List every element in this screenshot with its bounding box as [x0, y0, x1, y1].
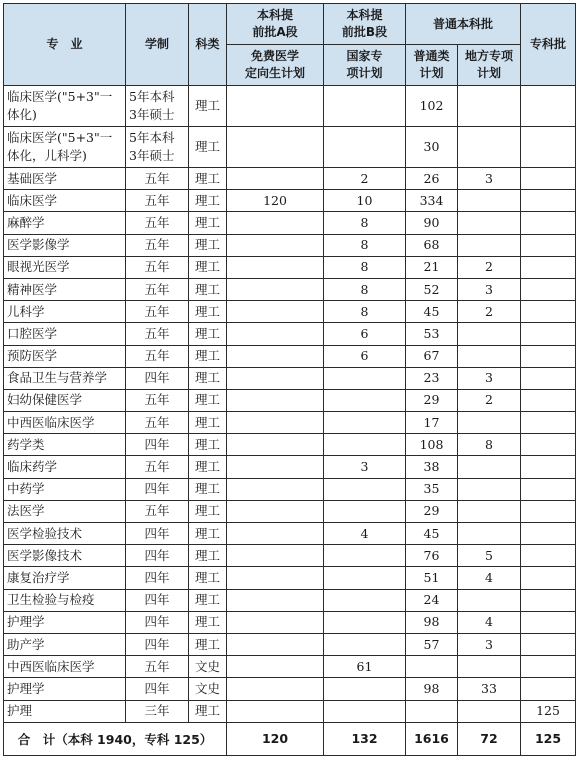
cell-free-medical: [227, 345, 324, 367]
cell-duration: 5年本科 3年硕士: [126, 127, 189, 168]
cell-national-special: [324, 127, 406, 168]
cell-major: 护理学: [4, 678, 126, 700]
header-group-a: 本科提 前批A段: [227, 4, 324, 45]
cell-free-medical: [227, 412, 324, 434]
cell-duration: 四年: [126, 523, 189, 545]
cell-major: 药学类: [4, 434, 126, 456]
cell-major: 中西医临床医学: [4, 412, 126, 434]
header-specialty: 专科批: [521, 4, 576, 86]
table-footer: [4, 722, 576, 755]
cell-duration: 四年: [126, 478, 189, 500]
cell-national-special: [324, 545, 406, 567]
cell-duration: 五年: [126, 278, 189, 300]
cell-normal-plan: 24: [406, 589, 458, 611]
cell-specialty: [521, 523, 576, 545]
table-row: [4, 589, 576, 611]
cell-major: 医学影像学: [4, 234, 126, 256]
table-row: [4, 323, 576, 345]
cell-local-special: [458, 478, 521, 500]
cell-free-medical: [227, 323, 324, 345]
cell-local-special: [458, 700, 521, 722]
cell-major: 临床药学: [4, 456, 126, 478]
cell-specialty: [521, 500, 576, 522]
cell-major: 精神医学: [4, 278, 126, 300]
enrollment-plan-table: [3, 3, 576, 756]
cell-major: 食品卫生与营养学: [4, 367, 126, 389]
cell-category: 理工: [189, 611, 227, 633]
cell-specialty: [521, 127, 576, 168]
header-major: 专 业: [4, 4, 126, 86]
cell-specialty: [521, 611, 576, 633]
cell-national-special: [324, 633, 406, 655]
cell-duration: 四年: [126, 611, 189, 633]
table-row: [4, 412, 576, 434]
cell-specialty: [521, 412, 576, 434]
cell-category: 理工: [189, 86, 227, 127]
cell-specialty: [521, 190, 576, 212]
cell-free-medical: [227, 389, 324, 411]
cell-national-special: 8: [324, 212, 406, 234]
cell-category: 理工: [189, 545, 227, 567]
cell-normal-plan: 98: [406, 611, 458, 633]
table-header: [4, 4, 576, 86]
cell-national-special: 8: [324, 278, 406, 300]
cell-national-special: [324, 478, 406, 500]
table-row: [4, 700, 576, 722]
cell-duration: 五年: [126, 323, 189, 345]
cell-duration: 五年: [126, 345, 189, 367]
table-row: [4, 367, 576, 389]
cell-duration: 五年: [126, 389, 189, 411]
cell-specialty: [521, 345, 576, 367]
cell-category: 理工: [189, 589, 227, 611]
cell-major: 中西医临床医学: [4, 656, 126, 678]
header-sub-normal: 普通类 计划: [406, 45, 458, 86]
header-sub-local: 地方专项 计划: [458, 45, 521, 86]
cell-specialty: [521, 456, 576, 478]
cell-category: 理工: [189, 168, 227, 190]
cell-free-medical: [227, 700, 324, 722]
cell-category: 文史: [189, 656, 227, 678]
cell-normal-plan: [406, 700, 458, 722]
cell-category: 理工: [189, 567, 227, 589]
table-row: [4, 545, 576, 567]
cell-national-special: [324, 367, 406, 389]
cell-category: 理工: [189, 256, 227, 278]
cell-normal-plan: [406, 656, 458, 678]
cell-duration: 五年: [126, 190, 189, 212]
cell-free-medical: [227, 545, 324, 567]
cell-free-medical: [227, 168, 324, 190]
cell-category: 理工: [189, 700, 227, 722]
cell-major: 眼视光医学: [4, 256, 126, 278]
cell-local-special: 2: [458, 301, 521, 323]
cell-national-special: 2: [324, 168, 406, 190]
cell-major: 临床医学: [4, 190, 126, 212]
cell-duration: 五年: [126, 256, 189, 278]
table-row: [4, 278, 576, 300]
cell-category: 理工: [189, 127, 227, 168]
cell-duration: 四年: [126, 545, 189, 567]
cell-major: 康复治疗学: [4, 567, 126, 589]
cell-national-special: 61: [324, 656, 406, 678]
cell-specialty: 125: [521, 700, 576, 722]
cell-normal-plan: 30: [406, 127, 458, 168]
cell-category: 理工: [189, 301, 227, 323]
cell-category: 理工: [189, 523, 227, 545]
cell-category: 理工: [189, 323, 227, 345]
cell-national-special: 8: [324, 301, 406, 323]
table-row: [4, 633, 576, 655]
cell-normal-plan: 51: [406, 567, 458, 589]
cell-category: 理工: [189, 234, 227, 256]
cell-major: 医学影像技术: [4, 545, 126, 567]
cell-national-special: [324, 678, 406, 700]
cell-major: 护理学: [4, 611, 126, 633]
table-row: [4, 168, 576, 190]
cell-specialty: [521, 323, 576, 345]
cell-local-special: 8: [458, 434, 521, 456]
cell-major: 中药学: [4, 478, 126, 500]
cell-national-special: [324, 434, 406, 456]
cell-national-special: 6: [324, 323, 406, 345]
cell-local-special: 4: [458, 611, 521, 633]
cell-free-medical: [227, 86, 324, 127]
cell-local-special: 33: [458, 678, 521, 700]
cell-category: 文史: [189, 678, 227, 700]
cell-national-special: [324, 700, 406, 722]
total-normal: 1616: [406, 722, 458, 755]
cell-duration: 四年: [126, 589, 189, 611]
cell-national-special: [324, 412, 406, 434]
cell-specialty: [521, 434, 576, 456]
table-row: [4, 190, 576, 212]
cell-local-special: [458, 190, 521, 212]
cell-category: 理工: [189, 212, 227, 234]
cell-free-medical: [227, 589, 324, 611]
cell-local-special: 3: [458, 633, 521, 655]
cell-normal-plan: 35: [406, 478, 458, 500]
cell-major: 口腔医学: [4, 323, 126, 345]
cell-free-medical: [227, 656, 324, 678]
cell-specialty: [521, 212, 576, 234]
cell-local-special: 3: [458, 367, 521, 389]
cell-specialty: [521, 478, 576, 500]
cell-national-special: [324, 500, 406, 522]
table-row: [4, 389, 576, 411]
cell-free-medical: 120: [227, 190, 324, 212]
table-row: [4, 86, 576, 127]
table-row: [4, 345, 576, 367]
cell-national-special: [324, 589, 406, 611]
table-row: [4, 478, 576, 500]
cell-local-special: 5: [458, 545, 521, 567]
cell-major: 预防医学: [4, 345, 126, 367]
cell-duration: 五年: [126, 168, 189, 190]
cell-national-special: [324, 86, 406, 127]
cell-free-medical: [227, 523, 324, 545]
table-row: [4, 234, 576, 256]
cell-free-medical: [227, 633, 324, 655]
table-row: [4, 611, 576, 633]
cell-normal-plan: 98: [406, 678, 458, 700]
cell-specialty: [521, 278, 576, 300]
header-duration: 学制: [126, 4, 189, 86]
cell-normal-plan: 29: [406, 500, 458, 522]
header-sub-a: 免费医学 定向生计划: [227, 45, 324, 86]
cell-category: 理工: [189, 434, 227, 456]
cell-national-special: [324, 389, 406, 411]
table-row: [4, 567, 576, 589]
cell-specialty: [521, 256, 576, 278]
cell-local-special: [458, 345, 521, 367]
cell-normal-plan: 76: [406, 545, 458, 567]
cell-major: 儿科学: [4, 301, 126, 323]
cell-normal-plan: 90: [406, 212, 458, 234]
cell-free-medical: [227, 127, 324, 168]
cell-duration: 三年: [126, 700, 189, 722]
cell-national-special: 3: [324, 456, 406, 478]
cell-duration: 四年: [126, 678, 189, 700]
cell-duration: 五年: [126, 301, 189, 323]
cell-free-medical: [227, 367, 324, 389]
total-a: 120: [227, 722, 324, 755]
cell-local-special: 4: [458, 567, 521, 589]
total-local: 72: [458, 722, 521, 755]
table-row: [4, 212, 576, 234]
cell-duration: 四年: [126, 567, 189, 589]
cell-normal-plan: 29: [406, 389, 458, 411]
table-row: [4, 434, 576, 456]
cell-free-medical: [227, 567, 324, 589]
enrollment-plan-table-container: [3, 3, 575, 756]
cell-normal-plan: 53: [406, 323, 458, 345]
cell-major: 临床医学("5+3"一体化，儿科学): [4, 127, 126, 168]
cell-duration: 四年: [126, 434, 189, 456]
cell-local-special: [458, 523, 521, 545]
cell-national-special: [324, 611, 406, 633]
cell-local-special: [458, 412, 521, 434]
cell-free-medical: [227, 278, 324, 300]
cell-duration: 五年: [126, 456, 189, 478]
cell-duration: 四年: [126, 633, 189, 655]
cell-normal-plan: 21: [406, 256, 458, 278]
header-group-b: 本科提 前批B段: [324, 4, 406, 45]
table-row: [4, 127, 576, 168]
cell-duration: 五年: [126, 656, 189, 678]
cell-local-special: 3: [458, 168, 521, 190]
cell-duration: 5年本科 3年硕士: [126, 86, 189, 127]
cell-specialty: [521, 633, 576, 655]
cell-normal-plan: 26: [406, 168, 458, 190]
cell-specialty: [521, 567, 576, 589]
total-b: 132: [324, 722, 406, 755]
cell-local-special: [458, 456, 521, 478]
cell-local-special: [458, 234, 521, 256]
table-row: [4, 500, 576, 522]
cell-major: 临床医学("5+3"一体化): [4, 86, 126, 127]
cell-national-special: 8: [324, 234, 406, 256]
cell-normal-plan: 108: [406, 434, 458, 456]
cell-category: 理工: [189, 367, 227, 389]
table-body: [4, 86, 576, 723]
cell-duration: 四年: [126, 367, 189, 389]
cell-free-medical: [227, 611, 324, 633]
cell-major: 护理: [4, 700, 126, 722]
cell-specialty: [521, 656, 576, 678]
cell-normal-plan: 102: [406, 86, 458, 127]
cell-free-medical: [227, 456, 324, 478]
cell-duration: 五年: [126, 234, 189, 256]
cell-local-special: [458, 589, 521, 611]
cell-normal-plan: 67: [406, 345, 458, 367]
cell-normal-plan: 68: [406, 234, 458, 256]
cell-national-special: [324, 567, 406, 589]
cell-specialty: [521, 168, 576, 190]
cell-normal-plan: 17: [406, 412, 458, 434]
cell-normal-plan: 38: [406, 456, 458, 478]
cell-category: 理工: [189, 456, 227, 478]
cell-category: 理工: [189, 389, 227, 411]
header-category: 科类: [189, 4, 227, 86]
cell-specialty: [521, 367, 576, 389]
cell-local-special: [458, 86, 521, 127]
cell-major: 卫生检验与检疫: [4, 589, 126, 611]
cell-specialty: [521, 389, 576, 411]
cell-major: 法医学: [4, 500, 126, 522]
table-row: [4, 456, 576, 478]
cell-local-special: [458, 323, 521, 345]
cell-local-special: 2: [458, 256, 521, 278]
cell-national-special: 10: [324, 190, 406, 212]
cell-major: 基础医学: [4, 168, 126, 190]
cell-local-special: 3: [458, 278, 521, 300]
table-row: [4, 656, 576, 678]
cell-normal-plan: 57: [406, 633, 458, 655]
cell-local-special: [458, 212, 521, 234]
cell-major: 麻醉学: [4, 212, 126, 234]
header-sub-b: 国家专 项计划: [324, 45, 406, 86]
cell-specialty: [521, 301, 576, 323]
cell-national-special: 6: [324, 345, 406, 367]
cell-national-special: 8: [324, 256, 406, 278]
table-row: [4, 523, 576, 545]
cell-local-special: [458, 127, 521, 168]
cell-specialty: [521, 589, 576, 611]
cell-specialty: [521, 234, 576, 256]
total-specialty: 125: [521, 722, 576, 755]
cell-normal-plan: 23: [406, 367, 458, 389]
cell-category: 理工: [189, 278, 227, 300]
cell-free-medical: [227, 212, 324, 234]
cell-category: 理工: [189, 500, 227, 522]
cell-free-medical: [227, 301, 324, 323]
cell-normal-plan: 52: [406, 278, 458, 300]
table-row: [4, 301, 576, 323]
header-group-normal: 普通本科批: [406, 4, 521, 45]
cell-normal-plan: 334: [406, 190, 458, 212]
cell-local-special: [458, 500, 521, 522]
cell-duration: 五年: [126, 500, 189, 522]
cell-category: 理工: [189, 633, 227, 655]
cell-category: 理工: [189, 412, 227, 434]
cell-category: 理工: [189, 345, 227, 367]
cell-major: 助产学: [4, 633, 126, 655]
cell-specialty: [521, 545, 576, 567]
cell-free-medical: [227, 478, 324, 500]
cell-free-medical: [227, 234, 324, 256]
cell-local-special: [458, 656, 521, 678]
cell-specialty: [521, 86, 576, 127]
table-row: [4, 678, 576, 700]
cell-normal-plan: 45: [406, 301, 458, 323]
cell-specialty: [521, 678, 576, 700]
cell-local-special: 2: [458, 389, 521, 411]
total-label: 合 计（本科 1940，专科 125）: [4, 722, 227, 755]
cell-duration: 五年: [126, 412, 189, 434]
cell-major: 医学检验技术: [4, 523, 126, 545]
cell-category: 理工: [189, 190, 227, 212]
cell-duration: 五年: [126, 212, 189, 234]
table-row: [4, 256, 576, 278]
cell-free-medical: [227, 500, 324, 522]
cell-free-medical: [227, 434, 324, 456]
total-row: [4, 722, 576, 755]
cell-free-medical: [227, 256, 324, 278]
cell-major: 妇幼保健医学: [4, 389, 126, 411]
cell-normal-plan: 45: [406, 523, 458, 545]
cell-free-medical: [227, 678, 324, 700]
cell-national-special: 4: [324, 523, 406, 545]
cell-category: 理工: [189, 478, 227, 500]
